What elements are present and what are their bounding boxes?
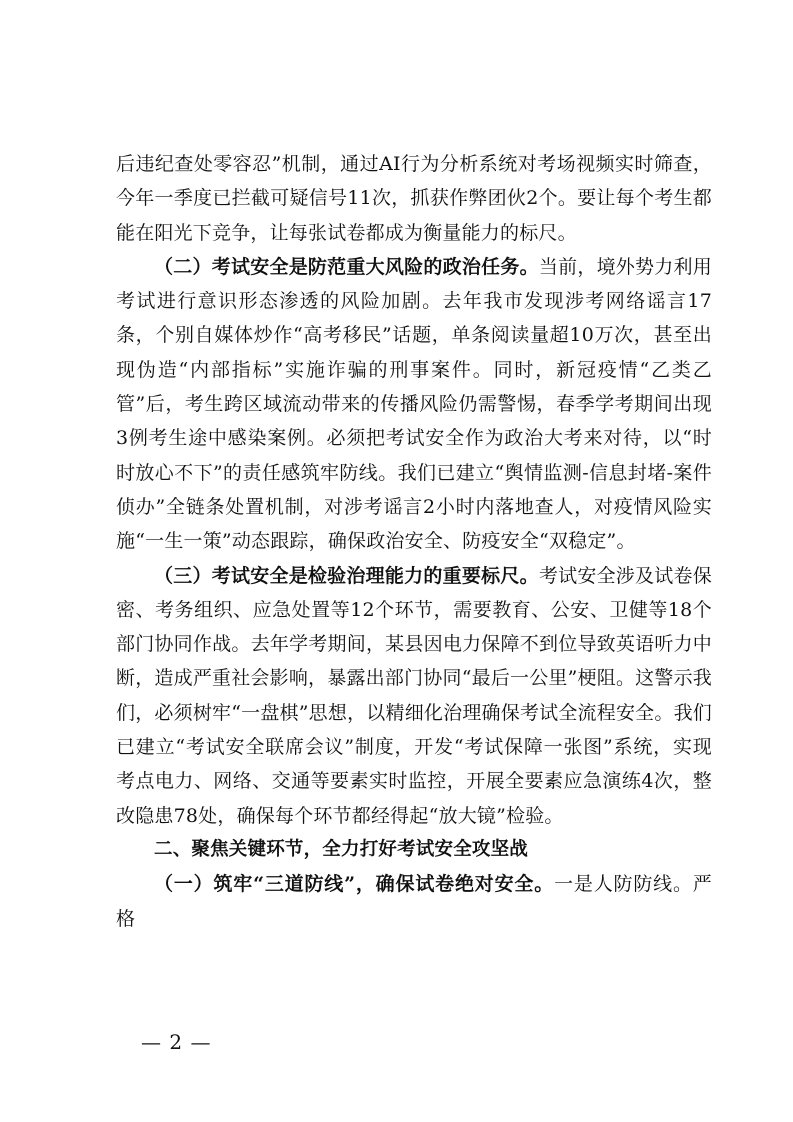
- paragraph-lead: （三）考试安全是检验治理能力的重要标尺。: [154, 564, 539, 587]
- paragraph-governance: [116, 559, 712, 833]
- paragraph-text: 后违纪查处零容忍”机制，通过AI行为分析系统对考场视频实时筛查，今年一季度已拦截可疑信号11次，抓获作弊团伙2个。要让每个考生都能在阳光下竞争，让每张试卷都成为衡量能力的标尺。: [116, 153, 712, 244]
- paragraph-text: 考试安全涉及试卷保密、考务组织、应急处置等12个环节，需要教育、公安、卫健等18个部门协同作战。去年学考期间，某县因电力保障不到位导致英语听力中断，造成严重社会影响，暴露出部门协同“最后一公里”梗阻。这警示我们，必须树牢“一盘棋”思想，以精细化治理确保考试全流程安全。我们已建立“考试安全联席会议”制度，开发“考试保障一张图”系统，实现考点电力、网络、交通等要素实时监控，开展全要素应急演练4次，整改隐患78处，确保每个环节都经得起“放大镜”检验。: [116, 564, 712, 827]
- paragraph-text: 一是人防防线。严格: [116, 873, 712, 930]
- document-body: [116, 147, 712, 936]
- paragraph-continuation: [116, 147, 712, 250]
- paragraph-text: 当前，境外势力利用考试进行意识形态渗透的风险加剧。去年我市发现涉考网络谣言17条，个别自媒体炒作“高考移民”话题，单条阅读量超10万次，甚至出现伪造“内部指标”实施诈骗的刑事案件。同时，新冠疫情“乙类乙管”后，考生跨区域流动带来的传播风险仍需警惕，春季学考期间出现3例考生途中感染案例。必须把考试安全作为政治大考来对待，以“时时放心不下”的责任感筑牢防线。我们已建立“舆情监测-信息封堵-案件侦办”全链条处置机制，对涉考谣言2小时内落地查人，对疫情风险实施“一生一策”动态跟踪，确保政治安全、防疫安全“双稳定”。: [116, 255, 712, 553]
- paragraph-lead: （二）考试安全是防范重大风险的政治任务。: [154, 255, 539, 278]
- paragraph-political-task: [116, 250, 712, 559]
- paragraph-three-lines: [116, 867, 712, 936]
- page-number: — 2 —: [141, 1030, 212, 1054]
- section-heading: 二、聚焦关键环节，全力打好考试安全攻坚战: [154, 838, 529, 860]
- paragraph-lead: （一）筑牢“三道防线”，确保试卷绝对安全。: [154, 873, 555, 896]
